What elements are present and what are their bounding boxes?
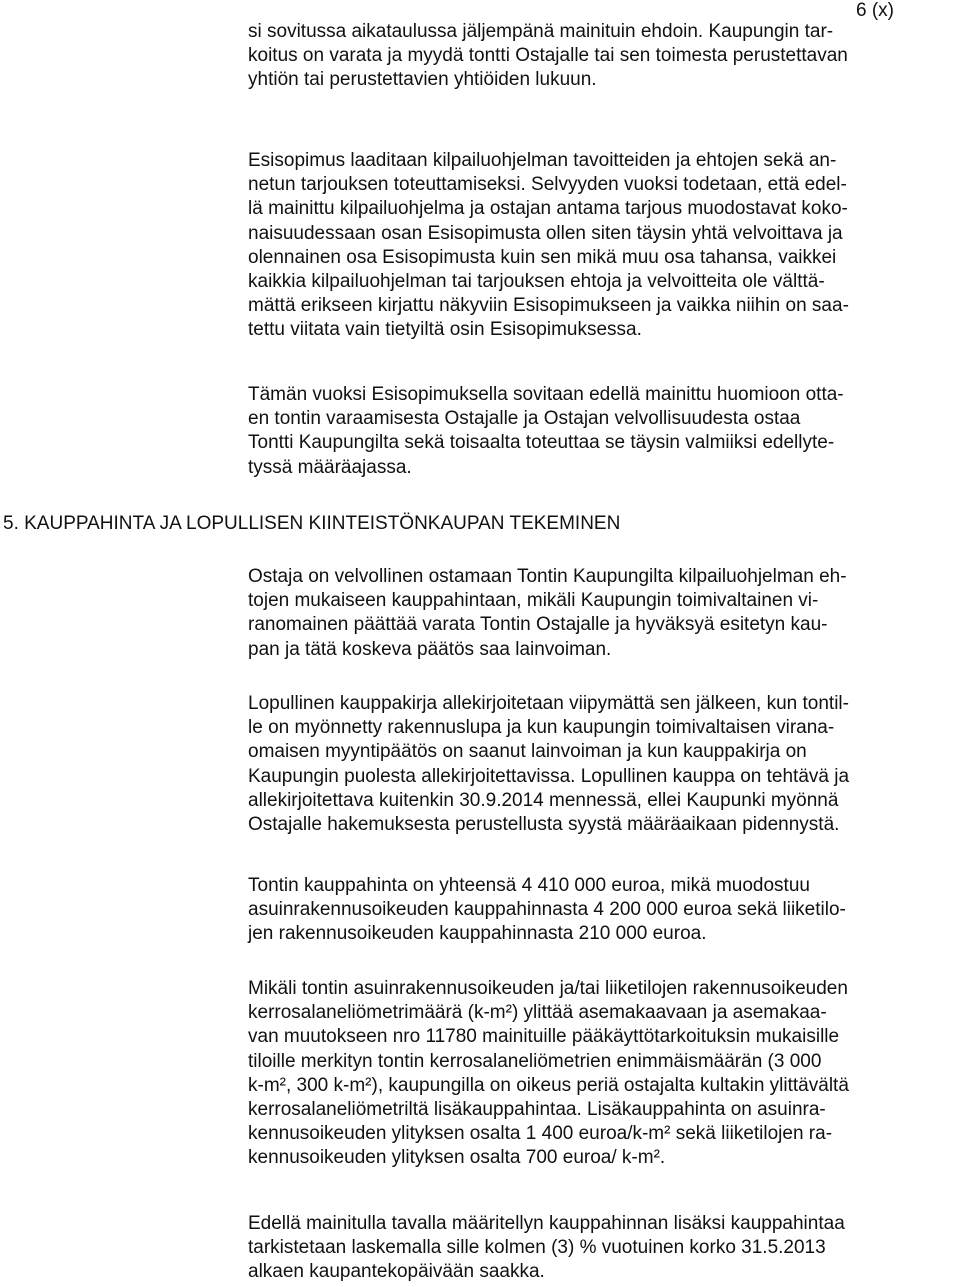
text-line: ranomainen päättää varata Tontin Ostajalle ja hyväksyä esitetyn kau- bbox=[248, 614, 828, 636]
text-line: le on myönnetty rakennuslupa ja kun kaupungin toimivaltaisen virana- bbox=[248, 717, 835, 739]
text-line: Kaupungin puolesta allekirjoitettavissa. Lopullinen kauppa on tehtävä ja bbox=[248, 765, 850, 787]
paragraph-1 bbox=[248, 20, 960, 93]
text-line: kennusoikeuden ylityksen osalta 700 euroa/ k-m². bbox=[248, 1147, 666, 1169]
section-paragraph-2 bbox=[248, 692, 960, 837]
text-line: Esisopimus laaditaan kilpailuohjelman tavoitteiden ja ehtojen sekä an- bbox=[248, 150, 837, 171]
text-line: omaisen myyntipäätös on saanut lainvoiman ja kun kauppakirja on bbox=[248, 741, 807, 763]
text-line: si sovitussa aikataulussa jäljempänä mainituin ehdoin. Kaupungin tar- bbox=[248, 21, 834, 42]
text-line: Tontin kauppahinta on yhteensä 4 410 000 euroa, mikä muodostuu bbox=[248, 875, 810, 896]
section-paragraph-1 bbox=[248, 565, 960, 662]
section-paragraph-4 bbox=[248, 977, 960, 1171]
text-line: netun tarjouksen toteuttamiseksi. Selvyyden vuoksi todetaan, että edel- bbox=[248, 174, 847, 196]
text-line: Ostajalle hakemuksesta perustellusta syystä määräaikaan pidennystä. bbox=[248, 814, 840, 836]
text-line: olennainen osa Esisopimusta kuin sen mikä muu osa tahansa, vaikkei bbox=[248, 246, 837, 268]
paragraph-2 bbox=[248, 149, 960, 343]
section-paragraph-5 bbox=[248, 1212, 960, 1285]
text-line: tojen mukaiseen kauppahintaan, mikäli Kaupungin toimivaltainen vi- bbox=[248, 590, 819, 612]
text-line: naisuudessaan osan Esisopimusta ollen siten täysin yhtä velvoittava ja bbox=[248, 222, 843, 244]
text-line: lä mainittu kilpailuohjelma ja ostajan antama tarjous muodostavat koko- bbox=[248, 198, 848, 220]
section-heading: 5. KAUPPAHINTA JA LOPULLISEN KIINTEISTÖNKAUPAN TEKEMINEN bbox=[3, 513, 621, 534]
text-line: asuinrakennusoikeuden kauppahinnasta 4 200 000 euroa sekä liiketilo- bbox=[248, 899, 846, 921]
text-line: koitus on varata ja myydä tontti Ostajalle tai sen toimesta perustettavan bbox=[248, 45, 848, 67]
text-line: mättä erikseen kirjattu näkyviin Esisopimukseen ja vaikka niihin on saa- bbox=[248, 295, 849, 317]
text-line: tiloille merkityn tontin kerrosalaneliömetrien enimmäismäärän (3 000 bbox=[248, 1050, 822, 1072]
text-line: Tontti Kaupungilta sekä toisaalta toteuttaa se täysin valmiiksi edellyte- bbox=[248, 432, 835, 454]
text-line: van muutokseen nro 11780 mainituille pääkäyttötarkoituksin mukaisille bbox=[248, 1026, 840, 1048]
text-line: Mikäli tontin asuinrakennusoikeuden ja/tai liiketilojen rakennusoikeuden bbox=[248, 978, 848, 999]
text-line: tettu viitata vain tietyiltä osin Esisopimuksessa. bbox=[248, 319, 642, 341]
text-line: alkaen kaupantekopäivään saakka. bbox=[248, 1261, 545, 1283]
text-line: pan ja tätä koskeva päätös saa lainvoiman. bbox=[248, 638, 612, 660]
text-line: en tontin varaamisesta Ostajalle ja Ostajan velvollisuudesta ostaa bbox=[248, 408, 801, 430]
text-line: Lopullinen kauppakirja allekirjoitetaan viipymättä sen jälkeen, kun tontil- bbox=[248, 693, 849, 714]
text-line: Edellä mainitulla tavalla määritellyn kauppahinnan lisäksi kauppahintaa bbox=[248, 1213, 845, 1234]
text-line: kerrosalaneliömetrimäärä (k-m²) ylittää asemakaavaan ja asemakaa- bbox=[248, 1002, 827, 1024]
text-line: jen rakennusoikeuden kauppahinnasta 210 000 euroa. bbox=[248, 923, 707, 945]
paragraph-3 bbox=[248, 383, 960, 480]
section-paragraph-3 bbox=[248, 874, 960, 947]
text-line: kaikkia kilpailuohjelman tai tarjouksen ehtoja ja velvoitteita ole välttä- bbox=[248, 271, 825, 293]
page-number: 6 (x) bbox=[856, 0, 894, 21]
text-line: kerrosalaneliömetriltä lisäkauppahintaa. Lisäkauppahinta on asuinra- bbox=[248, 1099, 826, 1121]
text-line: kennusoikeuden ylityksen osalta 1 400 euroa/k-m² sekä liiketilojen ra- bbox=[248, 1123, 833, 1145]
text-line: tyssä määräajassa. bbox=[248, 456, 412, 478]
text-line: Tämän vuoksi Esisopimuksella sovitaan edellä mainittu huomioon otta- bbox=[248, 384, 844, 405]
text-line: allekirjoitettava kuitenkin 30.9.2014 mennessä, ellei Kaupunki myönnä bbox=[248, 789, 839, 811]
text-line: tarkistetaan laskemalla sille kolmen (3) % vuotuinen korko 31.5.2013 bbox=[248, 1237, 826, 1259]
text-line: Ostaja on velvollinen ostamaan Tontin Kaupungilta kilpailuohjelman eh- bbox=[248, 566, 847, 587]
text-line: k-m², 300 k-m²), kaupungilla on oikeus periä ostajalta kultakin ylittävältä bbox=[248, 1074, 849, 1096]
text-line: yhtiön tai perustettavien yhtiöiden lukuun. bbox=[248, 69, 597, 91]
